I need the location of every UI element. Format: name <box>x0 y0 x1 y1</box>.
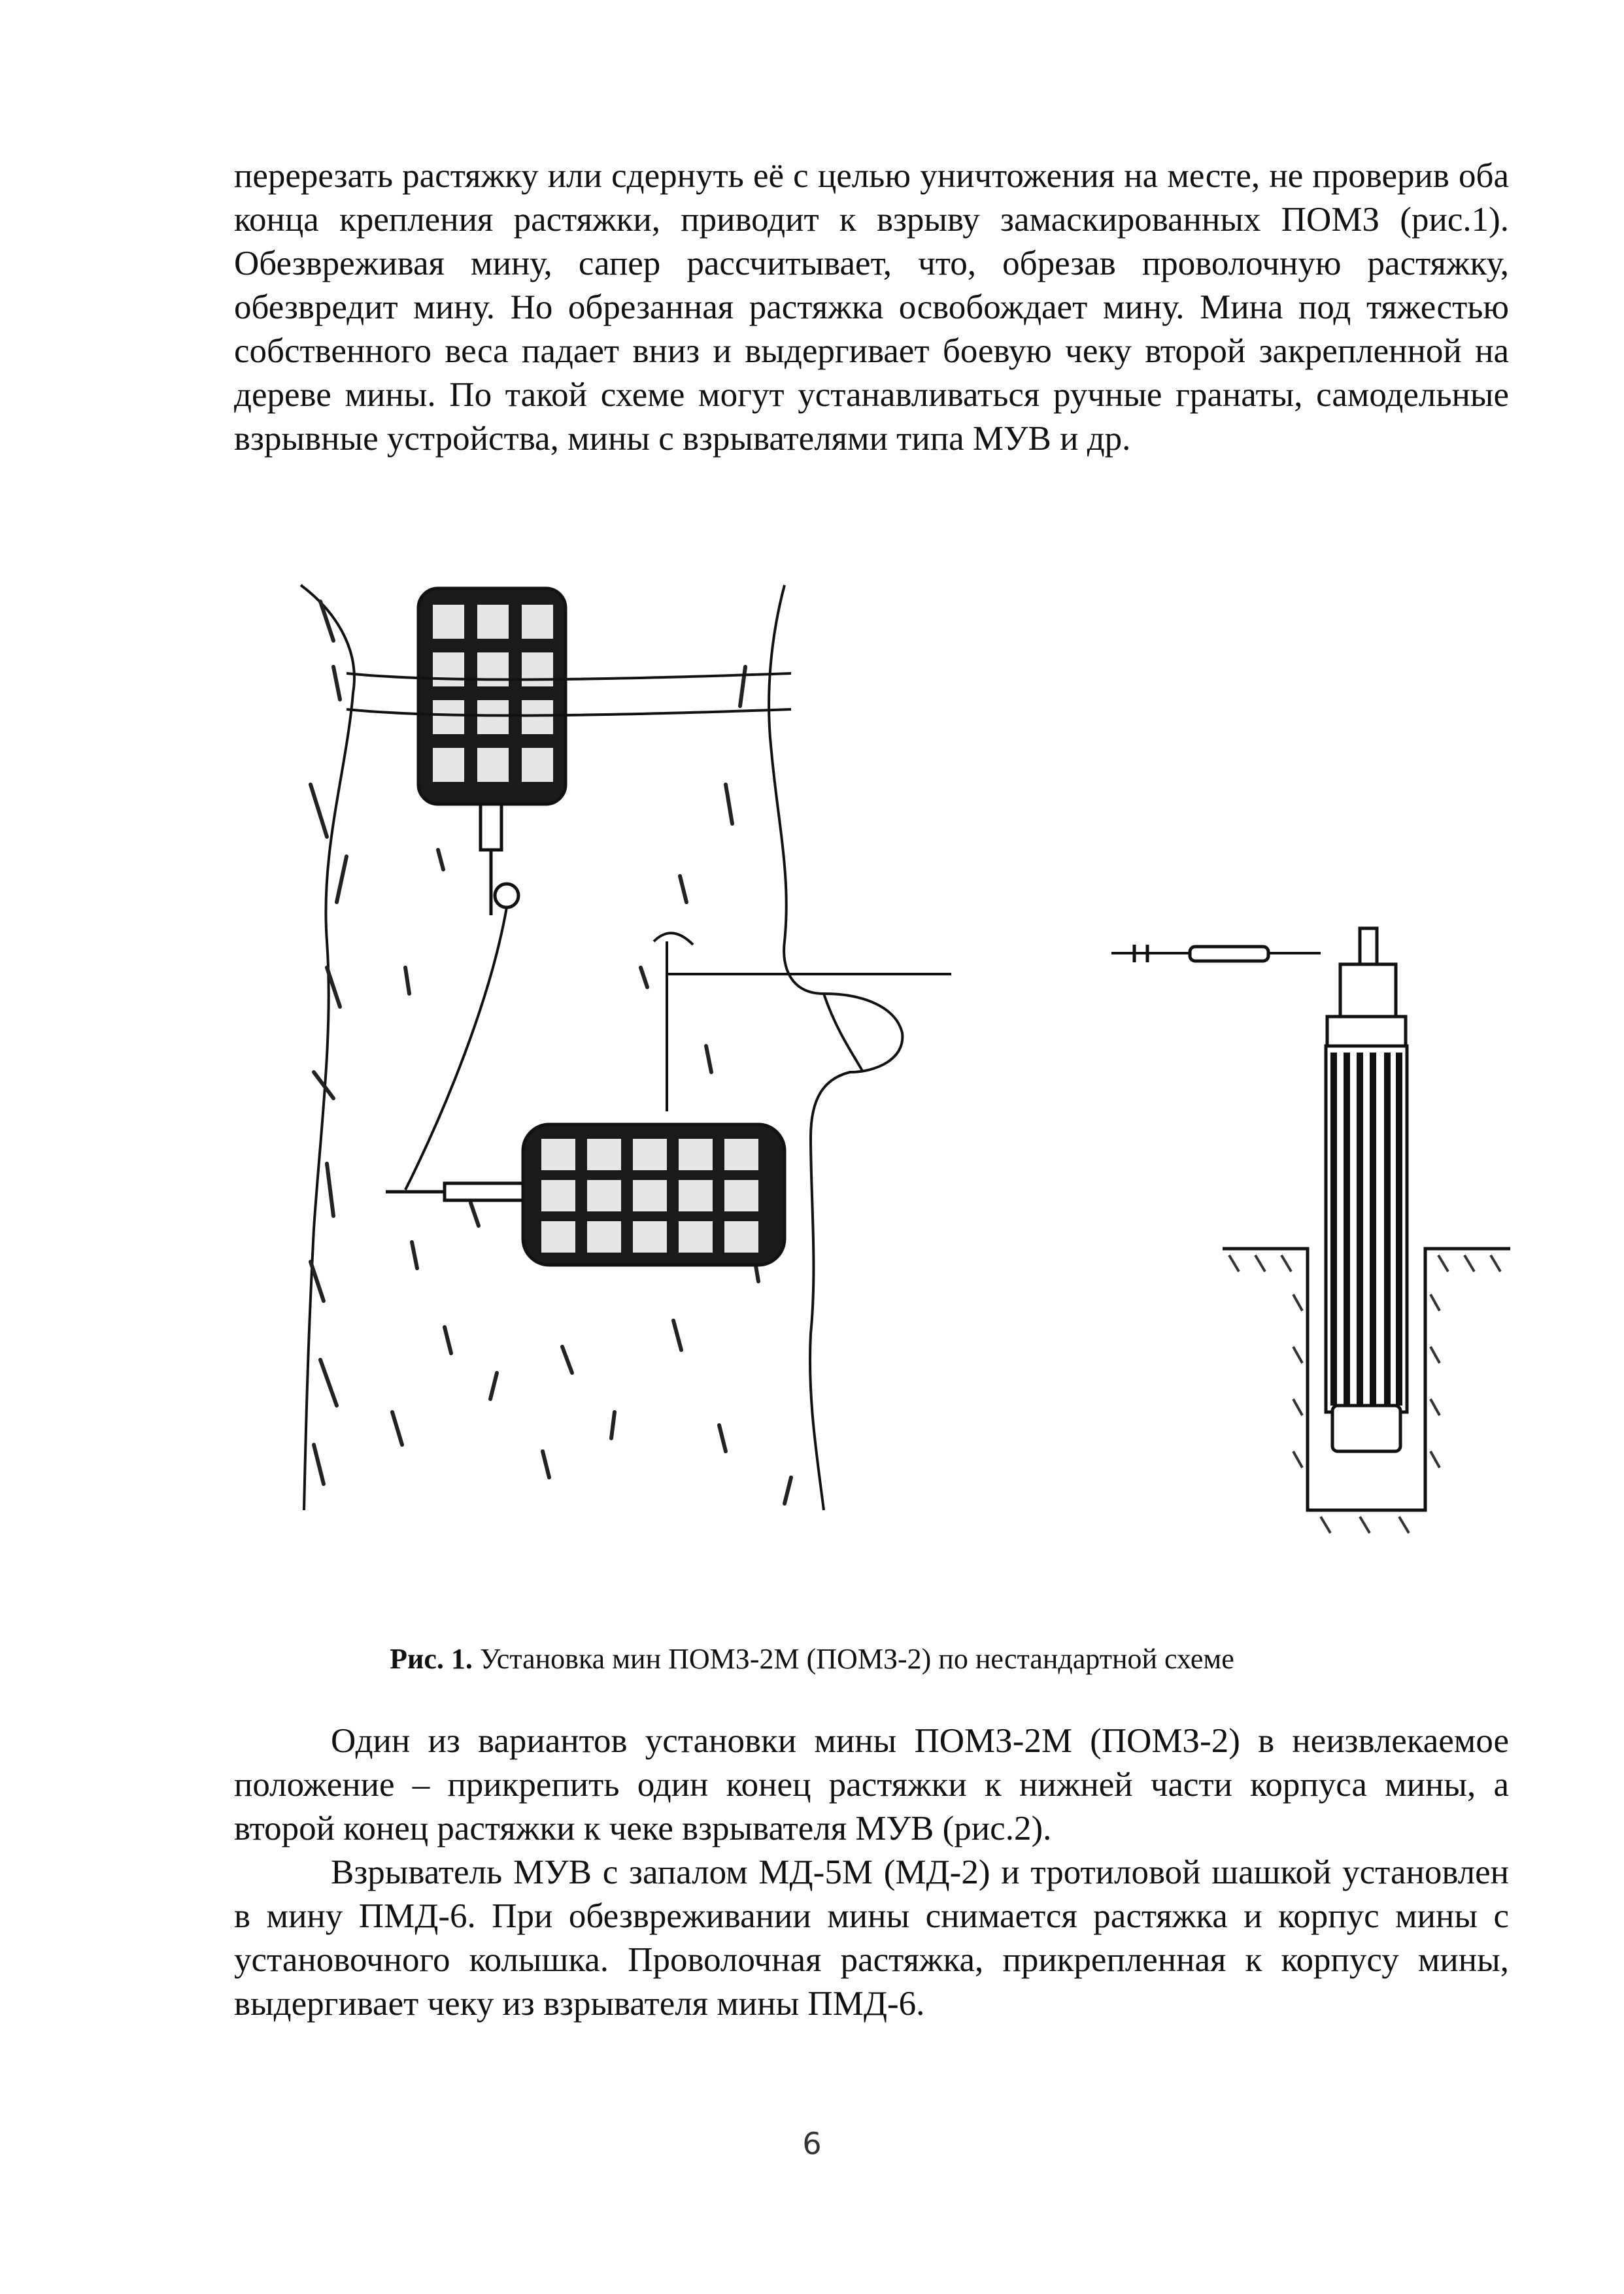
figure-1-illustration <box>248 575 1523 1608</box>
stake-mine-drawing <box>1111 928 1407 1451</box>
tree-drawing <box>301 585 902 1510</box>
paragraph-3: Взрыватель МУВ с запалом МД-5М (МД-2) и тротиловой шашкой установлен в мину ПМД-6. При обезвреживании мины снимается растяжка и корпус мины с установочного колышка. Проволочная растяжка, прикрепленная к корпусу мины, выдергивает чеку из взрывателя мины ПМД-6. <box>234 1853 1509 2023</box>
paragraph-1: перерезать растяжку или сдернуть её с целью уничтожения на месте, не проверив оба конца крепления растяжки, приводит к взрыву замаскированных ПОМЗ (рис.1). Обезвреживая мину, сапер рассчитывает, что, обрезав проволочную растяжку, обезвредит мину. Но обрезанная растяжка освобождает мину. Мина под тяжестью собственного веса падает вниз и выдергивает боевую чеку второй закрепленной на дереве мины. По такой схеме могут устанавливаться ручные гранаты, самодельные взрывные устройства, мины с взрывателями типа МУВ и др. <box>234 157 1509 458</box>
caption-label: Рис. 1. <box>390 1643 473 1675</box>
lower-mine <box>386 1124 785 1265</box>
figure-caption <box>0 1641 1624 1678</box>
intro-text <box>234 154 1509 461</box>
binding-wire <box>347 673 791 715</box>
page-number: 6 <box>802 2126 822 2161</box>
paragraph-2: Один из вариантов установки мины ПОМЗ-2М (ПОМЗ-2) в неизвлекаемое положение – прикрепить один конец растяжки к нижней части корпуса мины, а второй конец растяжки к чеке взрывателя МУВ (рис.2). <box>234 1722 1509 1847</box>
body-text <box>234 1719 1509 2026</box>
caption-text: Установка мин ПОМЗ-2М (ПОМЗ-2) по нестандартной схеме <box>472 1643 1234 1675</box>
